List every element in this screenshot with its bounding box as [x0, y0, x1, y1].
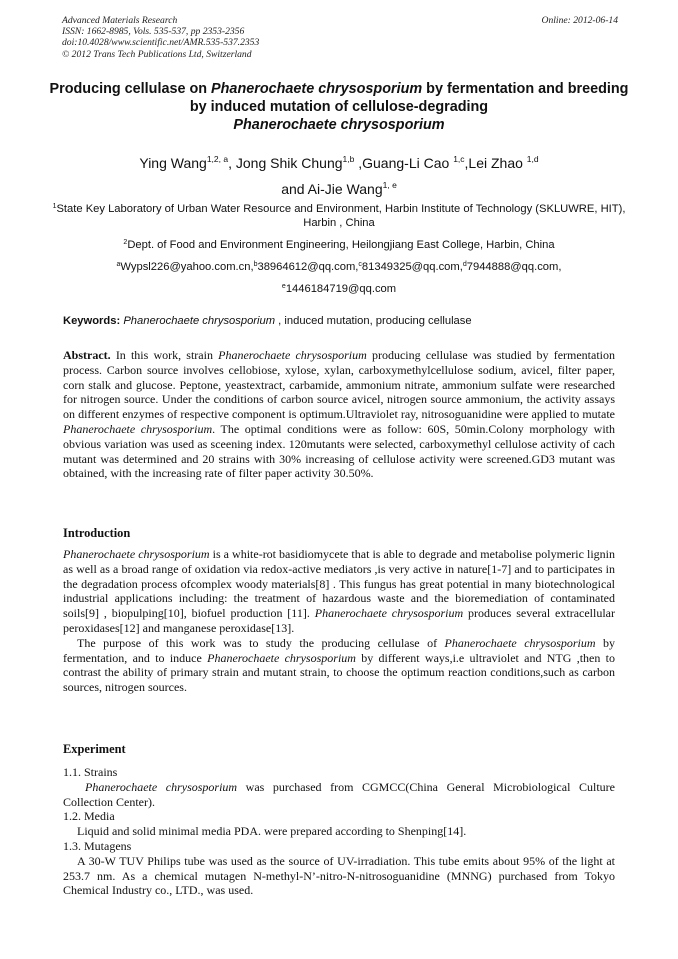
intro-text: by different ways,i.e ultraviolet and NTG ,then to contrast the ability of primary strain and mutant strain, to choose the optimum reaction conditions,such as carbon sources, nitrogen sources. — [63, 650, 616, 695]
author-affiliation-mark: 1,c — [453, 154, 465, 164]
affiliation-mark: 2 — [123, 239, 128, 246]
title-species: Phanerochaete chrysosporium — [233, 117, 445, 133]
keyword-species: Phanerochaete chrysosporium — [123, 315, 276, 327]
title-text: by fermentation and breeding by induced mutation of cellulose-degrading — [189, 81, 629, 115]
paper-title — [40, 80, 638, 134]
author-name: , Jong Shik Chung — [228, 155, 343, 171]
abstract-label: Abstract. — [63, 348, 111, 362]
author-affiliation-mark: 1,2, a — [206, 154, 229, 164]
experiment-text: A 30-W TUV Philips tube was used as the source of UV-irradiation. This tube emits about 95% of the light at 253.7 nm. As a chemical mutagen N-methyl-N’-nitro-N-nitrosoguanidine (MNNG) purchased from Tokyo Chemical Industry co., LTD., was used. — [63, 853, 615, 898]
email-address: Wypsl226@yahoo.com.cn, — [120, 261, 254, 273]
affiliation-text: Dept. of Food and Environment Engineering, Heilongjiang East College, Harbin, China — [127, 239, 555, 251]
affiliation-2 — [40, 236, 638, 252]
experiment-heading: Experiment — [63, 742, 126, 756]
journal-header — [62, 15, 618, 60]
email-mark: d — [462, 261, 467, 268]
email-list — [40, 280, 638, 296]
author-affiliation-mark: 1,b — [342, 154, 355, 164]
intro-species: Phanerochaete chrysosporium — [444, 635, 596, 650]
email-address: 81349325@qq.com, — [361, 261, 463, 273]
journal-name: Advanced Materials Research — [62, 15, 178, 26]
affiliation-text: State Key Laboratory of Urban Water Resource and Environment, Harbin Institute of Technology (SKLUWRE, HIT), Harbin , China — [56, 203, 626, 229]
issn-line: ISSN: 1662-8985, Vols. 535-537, pp 2353-2356 — [62, 26, 245, 38]
author-affiliation-mark: 1, e — [382, 180, 397, 190]
intro-text: is a white-rot basidiomycete that is able to degrade and metabolise polymeric lignin as well as a broad range of oxidation via redox-active mediators ,is very active in nature[1-7] and to participates in the degradation process ofcomplex woody materials[8] . This fungus has great potential in many biotechnological industrial applications including: the treatment of hazardous waste and the bioremediation of contaminated soils[9] , biopulping[10], biofuel production [11]. — [63, 547, 615, 621]
email-mark: b — [253, 261, 258, 268]
doi-line: doi:10.4028/www.scientific.net/AMR.535-537.2353 — [62, 37, 260, 49]
experiment-species: Phanerochaete chrysosporium — [85, 779, 238, 794]
keywords — [63, 314, 619, 328]
online-date: Online: 2012-06-14 — [541, 15, 618, 26]
abstract-text: producing cellulase was studied by fermentation process. Carbon source involves cellobiose, xylose, xylan, carboxymethylcellulose sodium, avicel, filter paper, corn stalk and glucose. Peptone, yeastextract, carbamide, ammonium nitrate, ammonium sulfate were researched for nitrogen source. Under the conditions of carbon source avicel, nitrogen source ammonium, the activity assays on different enzymes of respective component is optimum.Ultraviolet ray, nitrosoguanidine were applied to mutate — [63, 348, 616, 422]
author-name: ,Lei Zhao — [464, 155, 527, 171]
subsection-heading: 1.3. Mutagens — [63, 838, 132, 853]
author-list — [40, 148, 638, 200]
email-address: 38964612@qq.com, — [257, 261, 359, 273]
author-affiliation-mark: 1,d — [526, 154, 539, 164]
intro-species: Phanerochaete chrysosporium — [314, 606, 464, 621]
subsection-heading: 1.2. Media — [63, 809, 115, 824]
introduction-heading: Introduction — [63, 526, 131, 540]
author-name: Ying Wang — [139, 155, 207, 171]
abstract-species: Phanerochaete chrysosporium — [63, 421, 213, 436]
email-address: 7944888@qq.com, — [466, 261, 562, 273]
abstract-text: . The optimal conditions were as follow: 60S, 50min.Colony morphology with obvious variation was used as sceening index. 120mutants were selected, carboxymethyl cellulose activity of cach mutant was determined and 20 strains with 30% increasing of cellulose activity were screened.GD3 mutant was obtained, with the increasing rate of filter paper activity 30.50%. — [63, 421, 615, 481]
title-text: Producing cellulase on — [49, 81, 212, 97]
subsection-heading: 1.1. Strains — [63, 765, 118, 779]
affiliation-1 — [40, 200, 638, 230]
intro-text: by fermentation, and to induce — [63, 635, 616, 665]
keywords-text: , induced mutation, producing cellulase — [275, 315, 472, 327]
affiliation-mark: 1 — [52, 203, 57, 210]
intro-species: Phanerochaete chrysosporium — [207, 650, 356, 665]
email-mark: a — [116, 261, 121, 268]
abstract-species: Phanerochaete chrysosporium — [218, 348, 367, 362]
abstract-text: In this work, strain — [110, 348, 219, 362]
experiment-text: was purchased from CGMCC(China General Microbiological Culture Collection Center). — [63, 779, 615, 809]
copyright-line: © 2012 Trans Tech Publications Ltd, Switzerland — [62, 48, 252, 60]
abstract — [63, 348, 615, 481]
intro-species: Phanerochaete chrysosporium — [63, 547, 210, 561]
title-species: Phanerochaete chrysosporium — [211, 81, 423, 97]
email-mark: e — [281, 283, 286, 290]
introduction-body — [63, 547, 615, 695]
email-address: 1446184719@qq.com — [285, 283, 397, 295]
email-list — [40, 258, 638, 274]
email-mark: c — [358, 261, 362, 268]
experiment-text: Liquid and solid minimal media PDA. were prepared according to Shenping[14]. — [77, 824, 467, 839]
author-name: and Ai-Jie Wang — [281, 181, 383, 197]
author-name: ,Guang-Li Cao — [354, 155, 454, 171]
keywords-label: Keywords: — [63, 315, 124, 327]
intro-text: The purpose of this work was to study the producing cellulase of — [77, 635, 445, 650]
intro-text: produces several extracellular peroxidases[12] and manganese peroxidase[13]. — [63, 606, 615, 635]
experiment-body — [63, 765, 615, 898]
